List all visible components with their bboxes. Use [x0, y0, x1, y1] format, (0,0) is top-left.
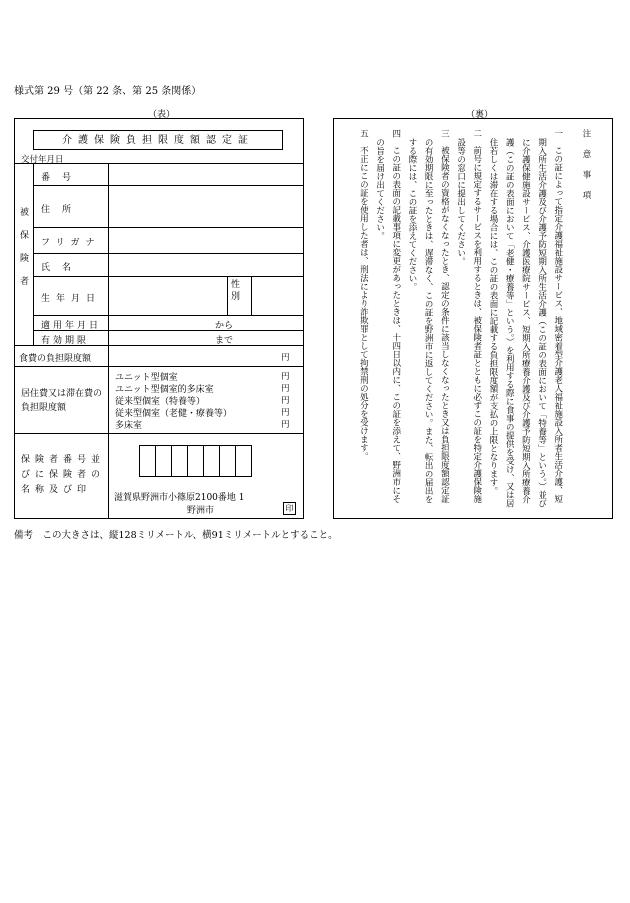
divider: [33, 227, 303, 228]
yen-unit: 円: [281, 396, 290, 406]
number-label: 番号: [41, 173, 84, 183]
birth-date-label: 生年月日: [41, 294, 102, 304]
residence-limit-label: 居住費又は滞在費の負担限度額: [21, 389, 103, 413]
yen-unit: 円: [281, 353, 290, 363]
divider: [108, 433, 109, 518]
divider: [251, 276, 252, 315]
front-side-label: （表）: [148, 110, 176, 120]
yen-unit: 円: [281, 384, 290, 394]
divider: [33, 253, 303, 254]
issue-date-label: 交付年月日: [21, 155, 64, 165]
note-item-3: 三 被保険者の資格がなくなったとき、認定の条件に該当しなくなったとき又は負担限度額認定証の有効期限に至ったときは、遅滞なく、この証を野洲市に返してください。また、転出の届出をする際には、この証を添えてください。: [406, 129, 450, 503]
insurer-number-box: [203, 445, 220, 477]
insured-label: 被保険者: [18, 207, 28, 299]
insurer-label: 保険者番号並びに保険者の名称及び印: [21, 455, 106, 495]
insurer-number-box: [139, 445, 156, 477]
note-item-4: 四 この証の表面の記載事項に変更があったときは、十四日以内に、この証を添えて、野洲市にその旨を届け出てください。: [374, 129, 401, 503]
note-item-2: 二 前号に規定するサービスを利用するときは、被保険者証とともに必ずこの証を特定介護保険施設等の窓口に提出してください。: [455, 129, 482, 503]
yen-unit: 円: [281, 420, 290, 430]
apply-date-label: 適用年月日: [41, 321, 102, 331]
seal-stamp: 印: [283, 502, 296, 515]
valid-period-label: 有効期限: [41, 336, 90, 346]
furigana-label: フリガナ: [41, 238, 101, 248]
room-type-conventional-tokuyo: 従来型個室（特養等）: [115, 397, 206, 407]
insurer-number-box: [155, 445, 172, 477]
divider: [15, 433, 303, 434]
insurer-number-box: [171, 445, 188, 477]
divider: [15, 163, 303, 164]
divider: [108, 163, 109, 433]
room-type-conventional-roken: 従来型個室（老健・療養等）: [115, 409, 233, 419]
divider: [33, 315, 303, 316]
insurer-number-box: [235, 445, 252, 477]
notes-column: [355, 129, 594, 511]
form-number: 様式第 29 号（第 22 条、第 25 条関係）: [14, 86, 202, 97]
divider: [33, 185, 303, 186]
divider: [15, 366, 303, 367]
back-side-label: （裏）: [466, 110, 494, 120]
address-label: 住所: [41, 205, 84, 215]
divider: [33, 163, 34, 345]
room-type-multi-bed: 多床室: [115, 421, 143, 431]
remark-note: 備考 この大きさは、縦128ミリメートル、横91ミリメートルとすること。: [14, 530, 338, 541]
note-item-1: 一 この証によって指定介護福祉施設サービス、地域密着型介護老人福祉施設入所者生活介護、短期入所生活介護及び介護予防短期入所生活介護（この証の表面において「特養等」という。）並びに介護保健施設サービス、介護医療院サービス、短期入所療養介護及び介護予防短期入所療養介護（この証の表面において「老健・療養等」という。）を利用する際に食事の提供を受け、又は居住若しくは滞在する場合には、この証の表面に記載する負担限度額が支払の上限となります。: [487, 129, 563, 508]
room-type-unit: ユニット型個室: [115, 373, 178, 383]
notes-title: 注意事項: [581, 129, 591, 211]
valid-period-suffix: まで: [215, 336, 234, 346]
certificate-back: [333, 118, 613, 519]
food-limit-label: 食費の負担限度額: [19, 354, 92, 364]
divider: [33, 276, 303, 277]
name-label: 氏名: [41, 263, 84, 273]
certificate-title: 介護保険負担限度額認定証: [33, 130, 283, 150]
insurer-address: 滋賀県野洲市小篠原2100番地 1: [114, 493, 245, 503]
yen-unit: 円: [281, 372, 290, 382]
certificate-front: [14, 118, 304, 519]
room-type-unit-multi: ユニット型個室的多床室: [115, 385, 214, 395]
apply-date-suffix: から: [215, 321, 234, 331]
insurer-number-box: [187, 445, 204, 477]
gender-label: 性別: [231, 280, 241, 302]
divider: [227, 276, 228, 315]
insurer-number-box: [219, 445, 236, 477]
yen-unit: 円: [281, 408, 290, 418]
note-item-5: 五 不正にこの証を使用した者は、刑法により詐欺罪として拘禁刑の処分を受けます。: [358, 129, 369, 461]
insurer-name: 野洲市: [187, 506, 215, 516]
